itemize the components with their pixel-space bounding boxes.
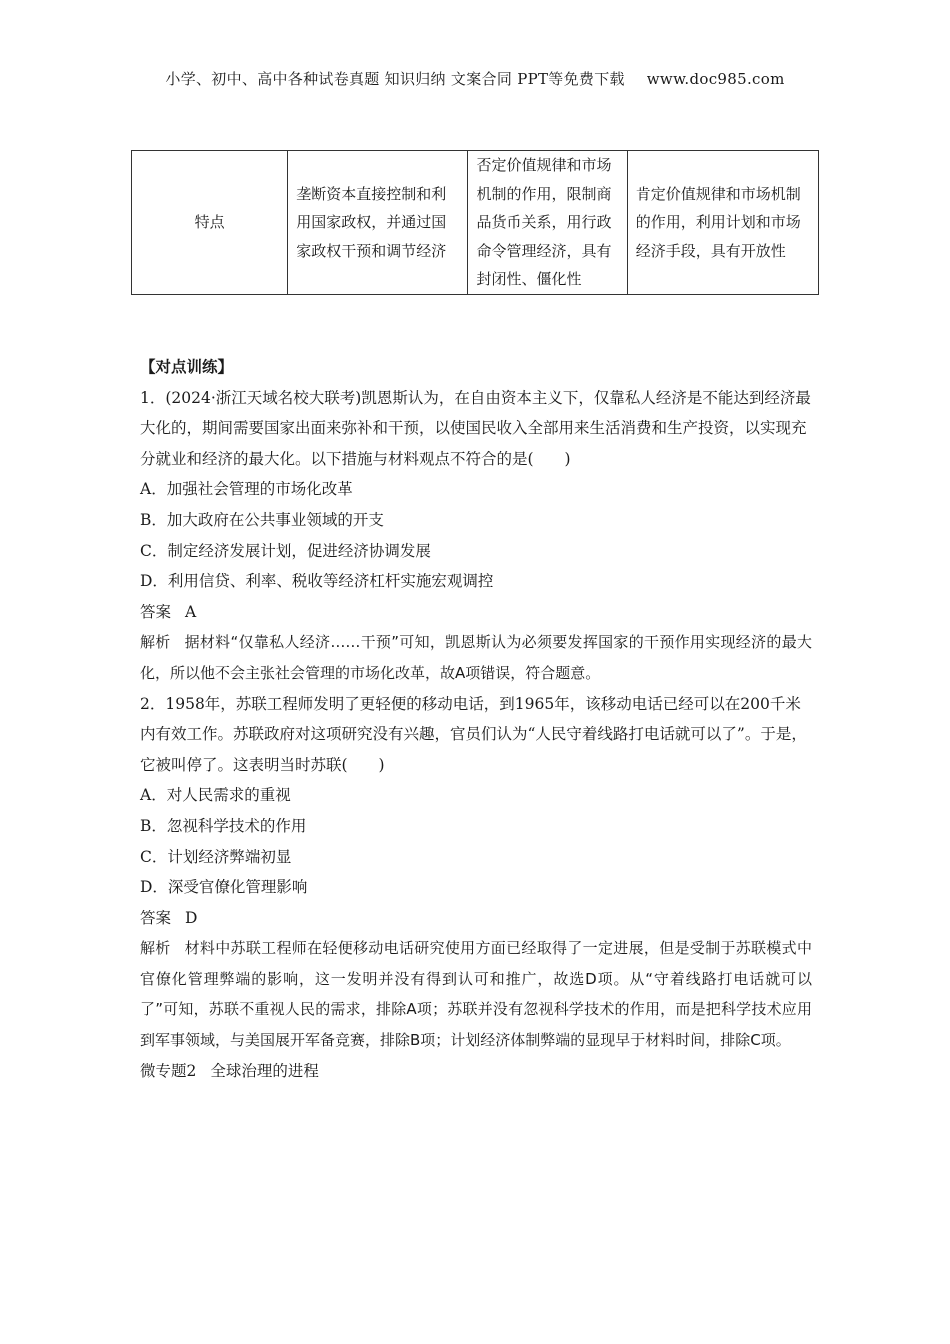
answer-label: 答案 [140, 602, 172, 621]
row-label: 特点 [132, 151, 288, 295]
q1-stem: 1．(2024·浙江天域名校大联考)凯恩斯认为，在自由资本主义下，仅靠私人经济是不能达到经济最大化的，期间需要国家出面来弥补和干预，以使国民收入全部用来生活消费和生产投资，以实现充分就业和经济的最大化。以下措施与材料观点不符合的是( ) [140, 388, 811, 468]
q1-analysis [140, 627, 812, 688]
q2-analysis [140, 933, 812, 1055]
answer-value: D [185, 908, 198, 927]
q1-option-d: D．利用信贷、利率、税收等经济杠杆实施宏观调控 [140, 572, 494, 591]
topic-title: 全球治理的进程 [210, 1061, 319, 1080]
header-url[interactable]: www.doc985.com [646, 70, 785, 88]
analysis-label: 解析 [140, 939, 171, 958]
q2-answer [140, 903, 812, 934]
topic-number: 微专题2 [140, 1061, 197, 1080]
exercise-content [140, 352, 812, 1086]
q1-answer [140, 597, 812, 628]
q1-option-b: B．加大政府在公共事业领域的开支 [140, 510, 384, 529]
topic-heading [140, 1056, 812, 1087]
table-cell: 垄断资本直接控制和利用国家政权，并通过国家政权干预和调节经济 [288, 151, 468, 295]
page-header [0, 68, 950, 89]
analysis-label: 解析 [140, 633, 171, 652]
features-table [131, 150, 819, 295]
section-title: 【对点训练】 [140, 357, 234, 376]
answer-label: 答案 [140, 908, 172, 927]
table-cell: 否定价值规律和市场机制的作用，限制商品货币关系，用行政命令管理经济，具有封闭性、僵化性 [468, 151, 627, 295]
answer-value: A [185, 602, 197, 621]
q2-option-c: C．计划经济弊端初显 [140, 847, 292, 866]
q2-stem: 2．1958年，苏联工程师发明了更轻便的移动电话，到1965年，该移动电话已经可以在200千米内有效工作。苏联政府对这项研究没有兴趣，官员们认为“人民守着线路打电话就可以了”。于是，它被叫停了。这表明当时苏联( ) [140, 694, 807, 774]
q1-option-a: A．加强社会管理的市场化改革 [140, 480, 353, 499]
table-cell: 肯定价值规律和市场机制的作用，利用计划和市场经济手段，具有开放性 [627, 151, 818, 295]
analysis-text: 材料中苏联工程师在轻便移动电话研究使用方面已经取得了一定进展，但是受制于苏联模式中官僚化管理弊端的影响，这一发明并没有得到认可和推广，故选D项。从“守着线路打电话就可以了”可知，苏联不重视人民的需求，排除A项；苏联并没有忽视科学技术的作用，而是把科学技术应用到军事领域，与美国展开军备竞赛，排除B项；计划经济体制弊端的显现早于材料时间，排除C项。 [140, 939, 812, 1050]
table-row [132, 151, 819, 295]
analysis-text: 据材料“仅靠私人经济……干预”可知，凯恩斯认为必须要发挥国家的干预作用实现经济的最大化，所以他不会主张社会管理的市场化改革，故A项错误，符合题意。 [140, 633, 812, 682]
q1-option-c: C．制定经济发展计划，促进经济协调发展 [140, 541, 431, 560]
q2-option-b: B．忽视科学技术的作用 [140, 816, 307, 835]
q2-option-a: A．对人民需求的重视 [140, 786, 291, 805]
header-text: 小学、初中、高中各种试卷真题 知识归纳 文案合同 PPT等免费下载 [165, 70, 625, 88]
q2-option-d: D．深受官僚化管理影响 [140, 878, 308, 897]
